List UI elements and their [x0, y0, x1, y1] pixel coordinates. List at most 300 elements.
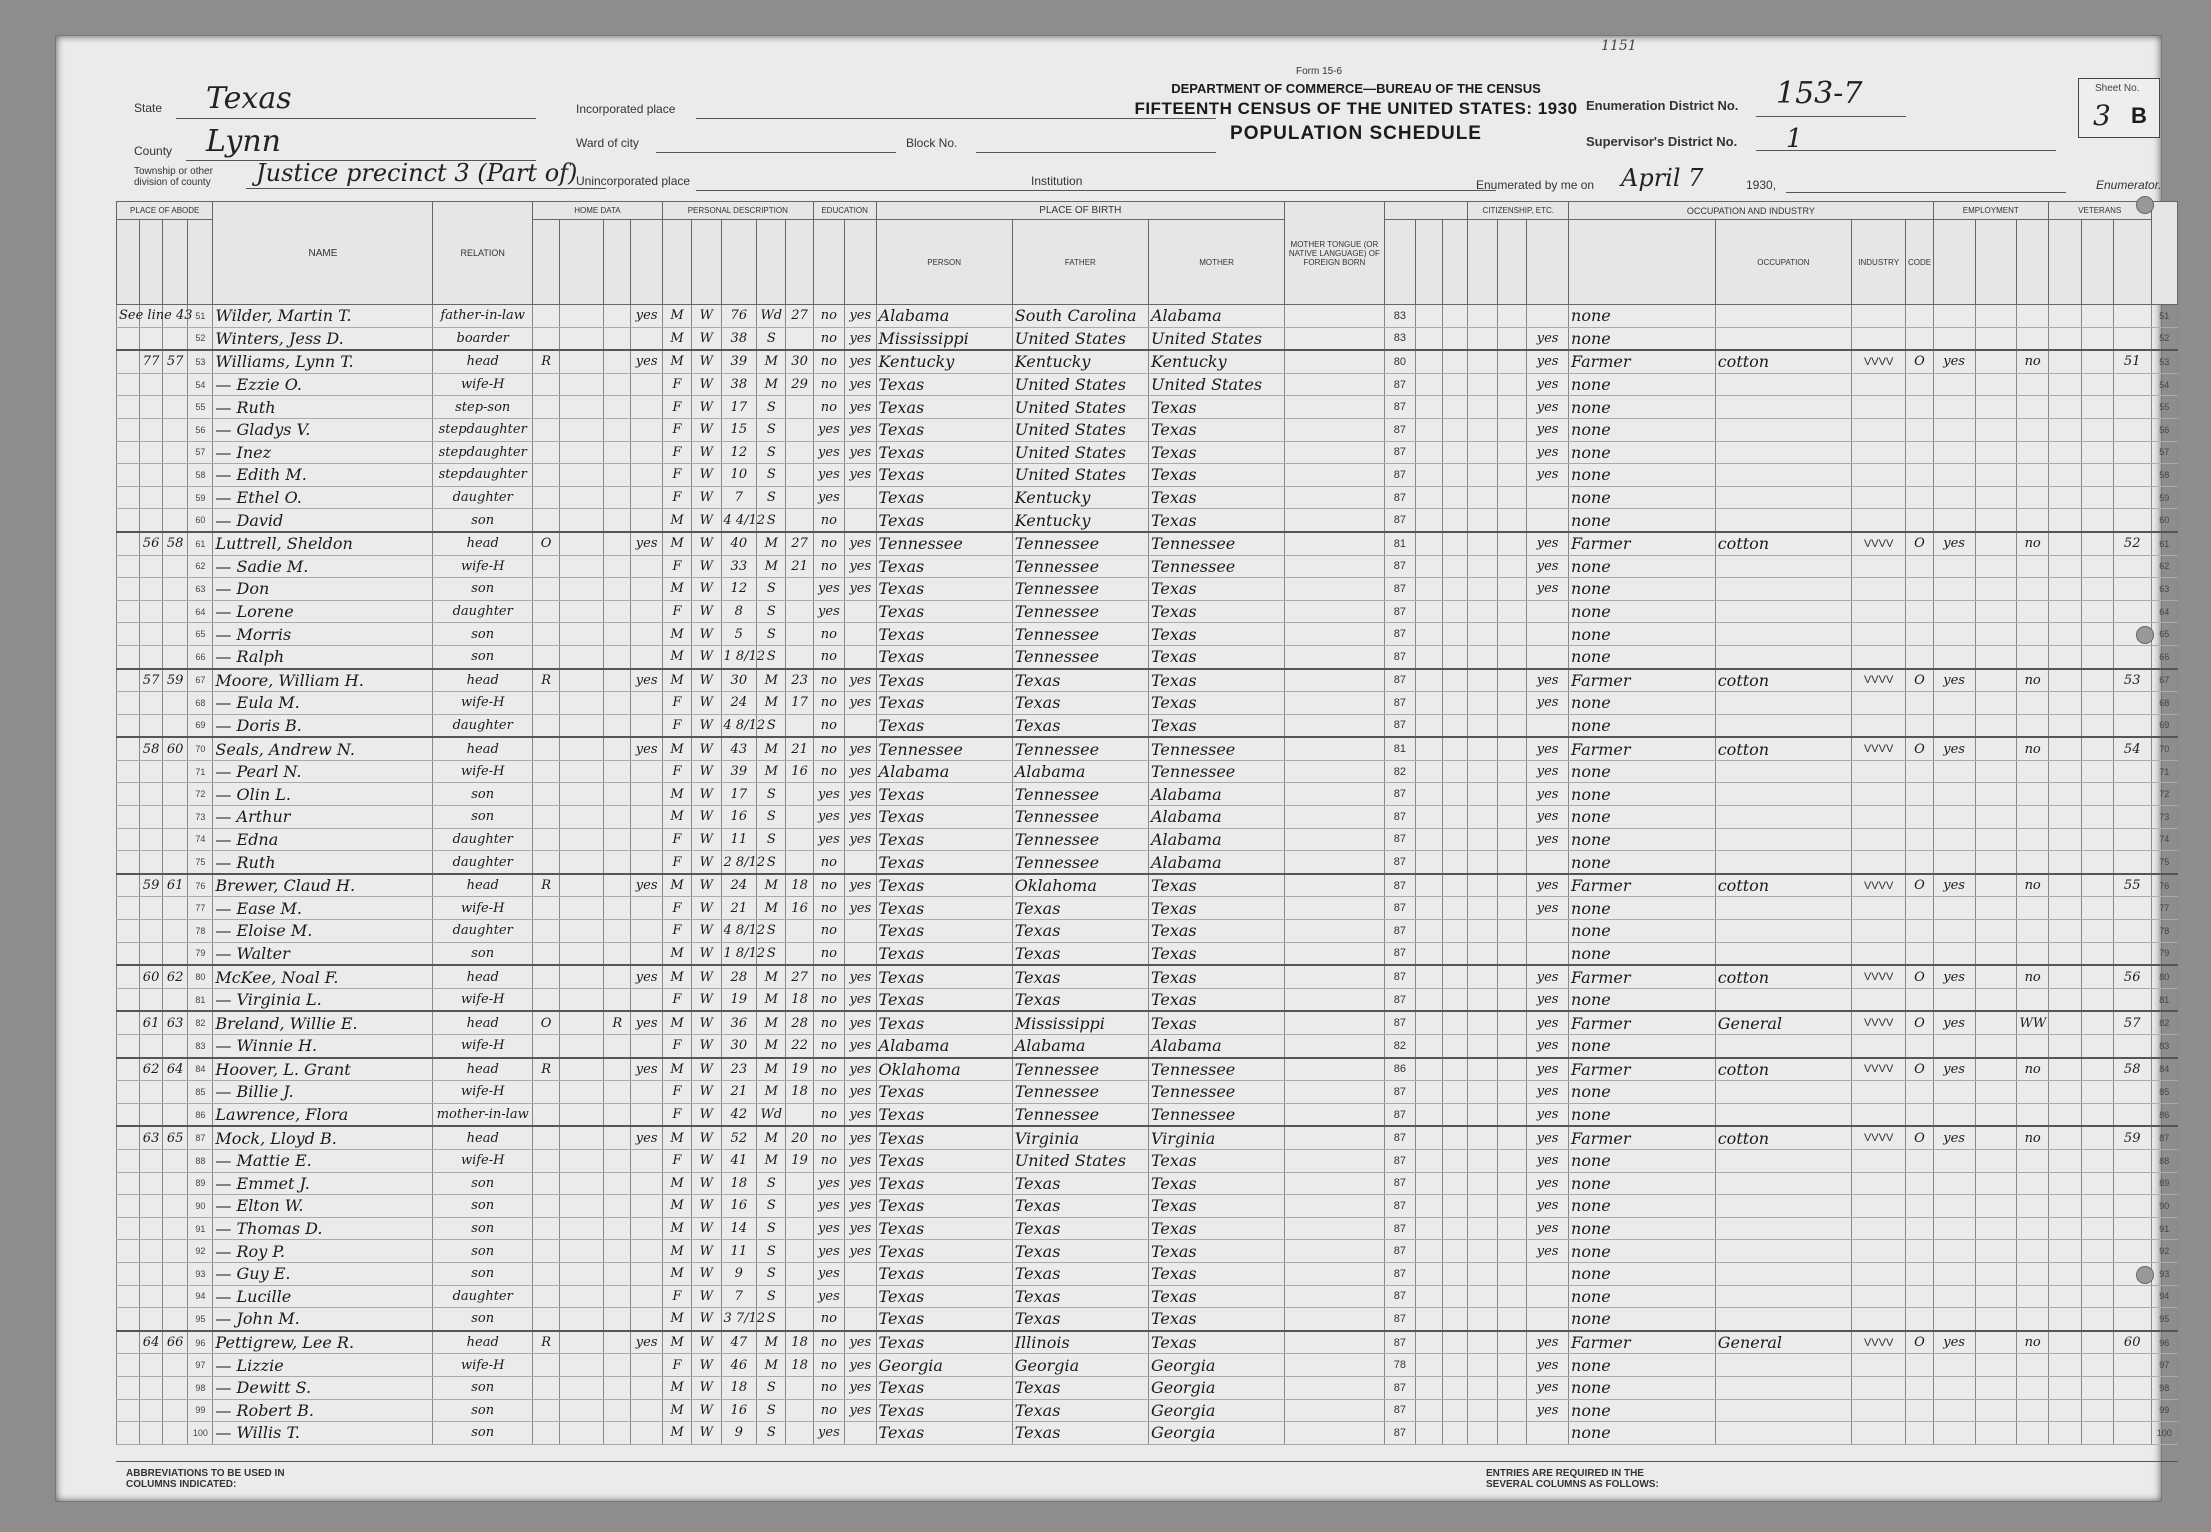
cell-age: 10 [721, 464, 757, 487]
cell-fam [163, 373, 188, 396]
cell-sex: M [662, 532, 691, 555]
cell-bp: Texas [876, 418, 1012, 441]
cell-race: W [692, 851, 721, 874]
cell-cow [1906, 600, 1933, 623]
cell-war [2048, 1354, 2082, 1377]
cell-occ: none [1569, 1035, 1716, 1058]
cell-am: 23 [786, 669, 813, 692]
cell-fbp: Tennessee [1012, 555, 1148, 578]
cell-emp: yes [1527, 1354, 1569, 1377]
cell-c3 [1443, 486, 1468, 509]
cell-imm [1468, 486, 1497, 509]
cell-fbp: Alabama [1012, 1035, 1148, 1058]
cell-fam [163, 509, 188, 532]
cell-ms: M [757, 373, 786, 396]
cell-name: — Walter [213, 942, 433, 965]
cell-ms: S [757, 1195, 786, 1218]
cell-ms: S [757, 1285, 786, 1308]
cell-lit: yes [845, 396, 876, 419]
cell-c2 [1416, 305, 1443, 328]
cell-ln: 81 [188, 988, 213, 1011]
cell-race: W [692, 692, 721, 715]
cell-name: — Edith M. [213, 464, 433, 487]
cell-emp: yes [1527, 783, 1569, 806]
cell-war [2048, 737, 2082, 760]
cell-sch: no [813, 1011, 844, 1034]
cell-farmno [2113, 897, 2151, 920]
cell-war [2048, 578, 2082, 601]
cell-imm [1468, 692, 1497, 715]
cell-age: 9 [721, 1262, 757, 1285]
cell-c2 [1416, 441, 1443, 464]
cell-v3 [2082, 1399, 2113, 1422]
cell-fbp: Texas [1012, 1422, 1148, 1445]
cell-sex: M [662, 874, 691, 897]
cell-age: 21 [721, 897, 757, 920]
cell-am [786, 327, 813, 350]
cell-cow: O [1906, 1331, 1933, 1354]
cell-imm [1468, 1354, 1497, 1377]
cell-war [2048, 897, 2082, 920]
cell-rad [604, 578, 631, 601]
cell-emp: yes [1527, 874, 1569, 897]
cell-fam: 65 [163, 1126, 188, 1149]
cell-street [117, 373, 140, 396]
cell-fbp: Tennessee [1012, 532, 1148, 555]
cell-ln: 87 [2151, 1126, 2177, 1149]
cell-fam [163, 1149, 188, 1172]
cell-race: W [692, 509, 721, 532]
cell-c3 [1443, 1376, 1468, 1399]
cell-name: Wilder, Martin T. [213, 305, 433, 328]
cell-war [2048, 1376, 2082, 1399]
cell-own [532, 851, 559, 874]
cell-ln: 77 [2151, 897, 2177, 920]
cell-sex: M [662, 623, 691, 646]
cell-code: 87 [1384, 1217, 1415, 1240]
cell-occ: Farmer [1569, 965, 1716, 988]
cell-tongue [1285, 1195, 1385, 1218]
cell-age: 28 [721, 965, 757, 988]
cell-farmno [2113, 509, 2151, 532]
cell-ind: cotton [1715, 350, 1851, 373]
cell-vet [2017, 645, 2048, 668]
cell-line [1975, 669, 2017, 692]
cell-dw [140, 418, 163, 441]
cell-lit [845, 714, 876, 737]
cell-fam [163, 1399, 188, 1422]
cell-own [532, 418, 559, 441]
cell-farmno: 58 [2113, 1058, 2151, 1081]
cell-line [1975, 783, 2017, 806]
cell-ln: 82 [2151, 1011, 2177, 1034]
cell-farm [631, 828, 662, 851]
cell-war [2048, 1422, 2082, 1445]
cell-c3 [1443, 1011, 1468, 1034]
cell-occode [1851, 1399, 1905, 1422]
cell-war [2048, 1172, 2082, 1195]
cell-imm [1468, 555, 1497, 578]
table-row [117, 737, 2178, 760]
cell-mbp: Texas [1148, 1195, 1284, 1218]
cell-occode [1851, 486, 1905, 509]
cell-v3 [2082, 305, 2113, 328]
cell-nat [1497, 1422, 1526, 1445]
cell-line [1975, 373, 2017, 396]
cell-war [2048, 1103, 2082, 1126]
cell-c2 [1416, 350, 1443, 373]
cell-sex: M [662, 1422, 691, 1445]
cell-vet: no [2017, 350, 2048, 373]
cell-line [1975, 1262, 2017, 1285]
cell-ms: M [757, 1149, 786, 1172]
cell-ln: 100 [188, 1422, 213, 1445]
cell-mbp: Texas [1148, 692, 1284, 715]
cell-fbp: Texas [1012, 920, 1148, 943]
cell-c3 [1443, 1035, 1468, 1058]
cell-war [2048, 806, 2082, 829]
cell-cow: O [1906, 1058, 1933, 1081]
cell-emp [1527, 645, 1569, 668]
cell-val [560, 578, 604, 601]
cell-am: 16 [786, 897, 813, 920]
cell-vet [2017, 1217, 2048, 1240]
cell-name: Hoover, L. Grant [213, 1058, 433, 1081]
cell-rel: son [433, 1240, 533, 1263]
cell-race: W [692, 350, 721, 373]
cell-own [532, 942, 559, 965]
cell-imm [1468, 669, 1497, 692]
cell-ind [1715, 1081, 1851, 1104]
cell-c3 [1443, 645, 1468, 668]
institution-label: Institution [1031, 174, 1083, 188]
cell-rad [604, 464, 631, 487]
cell-rel: wife-H [433, 760, 533, 783]
cell-v3 [2082, 1195, 2113, 1218]
cell-tongue [1285, 1376, 1385, 1399]
cell-imm [1468, 327, 1497, 350]
abbrev-title: ABBREVIATIONS TO BE USED IN COLUMNS INDICATED: [126, 1468, 285, 1490]
cell-lit: yes [845, 1240, 876, 1263]
cell-dw [140, 806, 163, 829]
cell-occode [1851, 1308, 1905, 1331]
cell-fam [163, 1103, 188, 1126]
cell-imm [1468, 1376, 1497, 1399]
table-row [117, 851, 2178, 874]
cell-dw [140, 1308, 163, 1331]
cell-own [532, 897, 559, 920]
cell-ln: 63 [2151, 578, 2177, 601]
cell-c3 [1443, 1217, 1468, 1240]
cell-ln: 85 [2151, 1081, 2177, 1104]
cell-c2 [1416, 851, 1443, 874]
cell-fbp: United States [1012, 396, 1148, 419]
cell-occ: none [1569, 1285, 1716, 1308]
cell-sch: no [813, 714, 844, 737]
cell-mbp: United States [1148, 373, 1284, 396]
cell-sch: no [813, 1081, 844, 1104]
cell-race: W [692, 1262, 721, 1285]
cell-v3 [2082, 714, 2113, 737]
cell-occode [1851, 1217, 1905, 1240]
cell-v3 [2082, 760, 2113, 783]
cell-ln: 51 [188, 305, 213, 328]
cell-val [560, 1081, 604, 1104]
cell-occ: none [1569, 1399, 1716, 1422]
cell-ln: 73 [188, 806, 213, 829]
cell-vet [2017, 692, 2048, 715]
cell-rad [604, 1308, 631, 1331]
cell-own [532, 555, 559, 578]
cell-lit: yes [845, 1035, 876, 1058]
cell-tongue [1285, 305, 1385, 328]
cell-ms: S [757, 714, 786, 737]
cell-val [560, 1331, 604, 1354]
cell-fbp: Tennessee [1012, 1081, 1148, 1104]
cell-ln: 90 [188, 1195, 213, 1218]
cell-sch: no [813, 1331, 844, 1354]
cell-rel: son [433, 942, 533, 965]
county-label: County [134, 144, 173, 158]
cell-age: 4 8/12 [721, 920, 757, 943]
cell-ms: M [757, 988, 786, 1011]
cell-imm [1468, 600, 1497, 623]
table-row [117, 1285, 2178, 1308]
cell-mbp: Tennessee [1148, 1103, 1284, 1126]
cell-ms: S [757, 942, 786, 965]
cell-v3 [2082, 578, 2113, 601]
cell-fam: 59 [163, 669, 188, 692]
cell-v3 [2082, 851, 2113, 874]
cell-fam [163, 1354, 188, 1377]
cell-dw: 64 [140, 1331, 163, 1354]
cell-fam [163, 1081, 188, 1104]
cell-lit: yes [845, 1376, 876, 1399]
cell-rad [604, 555, 631, 578]
cell-bp: Texas [876, 486, 1012, 509]
cell-war [2048, 1399, 2082, 1422]
cell-work [1933, 988, 1975, 1011]
cell-tongue [1285, 1172, 1385, 1195]
cell-occode [1851, 1035, 1905, 1058]
cell-war [2048, 1035, 2082, 1058]
cell-am: 27 [786, 965, 813, 988]
cell-imm [1468, 806, 1497, 829]
cell-emp: yes [1527, 578, 1569, 601]
cell-name: — Morris [213, 623, 433, 646]
table-row [117, 965, 2178, 988]
cell-farmno [2113, 441, 2151, 464]
cell-rad [604, 1240, 631, 1263]
cell-val [560, 305, 604, 328]
cell-v3 [2082, 692, 2113, 715]
cell-race: W [692, 1172, 721, 1195]
cell-code: 87 [1384, 806, 1415, 829]
cell-occ: none [1569, 851, 1716, 874]
cell-race: W [692, 1217, 721, 1240]
cell-tongue [1285, 1217, 1385, 1240]
cell-street [117, 1195, 140, 1218]
table-row [117, 486, 2178, 509]
cell-nat [1497, 874, 1526, 897]
cell-rad [604, 1035, 631, 1058]
cell-occ: none [1569, 600, 1716, 623]
cell-sch: yes [813, 1217, 844, 1240]
cell-ind [1715, 942, 1851, 965]
cell-war [2048, 509, 2082, 532]
cell-code: 87 [1384, 1331, 1415, 1354]
cell-ln: 96 [2151, 1331, 2177, 1354]
cell-ind [1715, 1172, 1851, 1195]
cell-age: 38 [721, 373, 757, 396]
cell-ind [1715, 897, 1851, 920]
cell-tongue [1285, 1240, 1385, 1263]
cell-c2 [1416, 897, 1443, 920]
cell-code: 87 [1384, 441, 1415, 464]
cell-val [560, 806, 604, 829]
cell-rel: daughter [433, 1285, 533, 1308]
cell-dw [140, 486, 163, 509]
cell-street [117, 874, 140, 897]
cell-street [117, 532, 140, 555]
cell-street [117, 327, 140, 350]
cell-street [117, 509, 140, 532]
cell-fam: 57 [163, 350, 188, 373]
col-group-birth: PLACE OF BIRTH [876, 202, 1285, 220]
cell-code: 87 [1384, 669, 1415, 692]
cell-work [1933, 623, 1975, 646]
cell-rad [604, 988, 631, 1011]
cell-cow: O [1906, 1126, 1933, 1149]
cell-fam [163, 1308, 188, 1331]
cell-cow: O [1906, 874, 1933, 897]
cell-fam [163, 1217, 188, 1240]
cell-am [786, 1240, 813, 1263]
cell-code: 82 [1384, 1035, 1415, 1058]
cell-farm [631, 578, 662, 601]
cell-age: 11 [721, 1240, 757, 1263]
cell-cow [1906, 851, 1933, 874]
cell-mbp: Texas [1148, 1011, 1284, 1034]
cell-vet [2017, 1399, 2048, 1422]
cell-bp: Texas [876, 1011, 1012, 1034]
cell-rel: son [433, 783, 533, 806]
cell-lit: yes [845, 874, 876, 897]
cell-own [532, 464, 559, 487]
cell-ln: 67 [2151, 669, 2177, 692]
cell-lit [845, 623, 876, 646]
cell-sch: no [813, 396, 844, 419]
cell-c3 [1443, 1172, 1468, 1195]
cell-v3 [2082, 1285, 2113, 1308]
cell-code: 87 [1384, 1308, 1415, 1331]
cell-tongue [1285, 509, 1385, 532]
cell-occ: none [1569, 783, 1716, 806]
cell-street [117, 1285, 140, 1308]
cell-race: W [692, 441, 721, 464]
cell-v3 [2082, 373, 2113, 396]
cell-ind [1715, 509, 1851, 532]
enumerated-year: 1930, [1746, 178, 1777, 192]
cell-occode [1851, 441, 1905, 464]
cell-emp: yes [1527, 1172, 1569, 1195]
cell-line [1975, 1217, 2017, 1240]
cell-imm [1468, 714, 1497, 737]
cell-own [532, 1149, 559, 1172]
cell-emp: yes [1527, 1376, 1569, 1399]
cell-race: W [692, 418, 721, 441]
cell-dw [140, 1035, 163, 1058]
table-row [117, 988, 2178, 1011]
cell-street [117, 1399, 140, 1422]
cell-sex: F [662, 1081, 691, 1104]
cell-vet [2017, 942, 2048, 965]
cell-age: 15 [721, 418, 757, 441]
cell-mbp: Alabama [1148, 1035, 1284, 1058]
cell-vet: no [2017, 1126, 2048, 1149]
cell-farm [631, 1285, 662, 1308]
cell-farmno [2113, 828, 2151, 851]
cell-ms: S [757, 1262, 786, 1285]
cell-line [1975, 1172, 2017, 1195]
cell-occode [1851, 1081, 1905, 1104]
cell-age: 16 [721, 806, 757, 829]
cell-sex: M [662, 669, 691, 692]
cell-sex: M [662, 1240, 691, 1263]
cell-code: 86 [1384, 1058, 1415, 1081]
cell-imm [1468, 1058, 1497, 1081]
cell-ind [1715, 1035, 1851, 1058]
cell-rad [604, 327, 631, 350]
cell-code: 87 [1384, 623, 1415, 646]
cell-ln: 97 [188, 1354, 213, 1377]
cell-am [786, 600, 813, 623]
cell-name: — Arthur [213, 806, 433, 829]
cell-rad [604, 920, 631, 943]
cell-emp: yes [1527, 1399, 1569, 1422]
cell-age: 41 [721, 1149, 757, 1172]
cell-code: 87 [1384, 555, 1415, 578]
cell-ln: 78 [2151, 920, 2177, 943]
cell-ind [1715, 486, 1851, 509]
cell-farmno [2113, 783, 2151, 806]
cell-farmno [2113, 920, 2151, 943]
cell-farmno [2113, 464, 2151, 487]
cell-code: 87 [1384, 373, 1415, 396]
cell-v3 [2082, 327, 2113, 350]
cell-line [1975, 897, 2017, 920]
cell-ln: 88 [188, 1149, 213, 1172]
cell-name: — Doris B. [213, 714, 433, 737]
cell-fam [163, 418, 188, 441]
cell-work: yes [1933, 350, 1975, 373]
cell-v3 [2082, 1217, 2113, 1240]
cell-fbp: Texas [1012, 1262, 1148, 1285]
cell-tongue [1285, 1399, 1385, 1422]
cell-sch: no [813, 1035, 844, 1058]
cell-emp: yes [1527, 1011, 1569, 1034]
cell-war [2048, 305, 2082, 328]
cell-c3 [1443, 623, 1468, 646]
cell-ms: M [757, 874, 786, 897]
cell-race: W [692, 828, 721, 851]
cell-nat [1497, 350, 1526, 373]
cell-rel: head [433, 1331, 533, 1354]
cell-nat [1497, 1035, 1526, 1058]
cell-street [117, 669, 140, 692]
cell-imm [1468, 1172, 1497, 1195]
cell-bp: Texas [876, 1240, 1012, 1263]
